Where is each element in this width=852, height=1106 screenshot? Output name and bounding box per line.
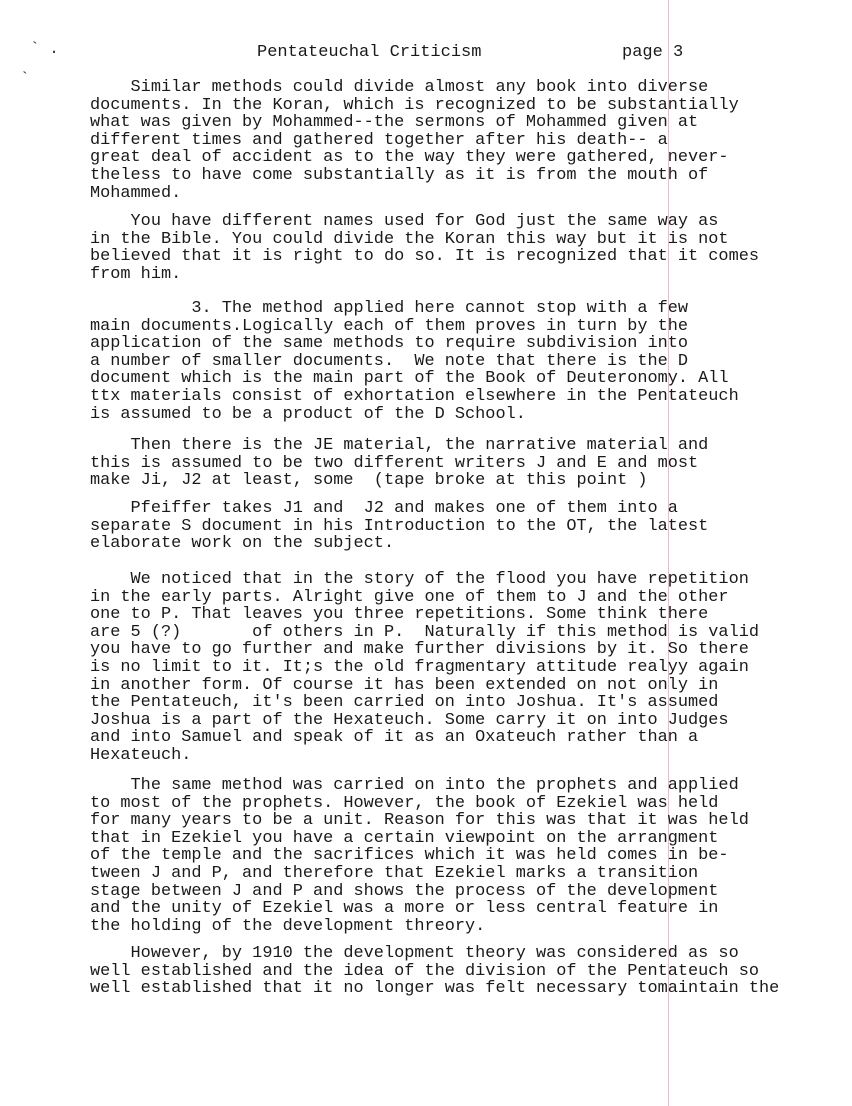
text-line: Hexateuch.	[90, 745, 192, 765]
text-line: You have different names used for God just the same way as	[90, 212, 719, 231]
text-line: that in Ezekiel you have a certain viewpoint on the arrangment	[90, 828, 719, 848]
text-line: you have to go further and make further divisions by it. So there	[90, 640, 749, 660]
text-line: this is assumed to be two different writers J and E and most	[90, 453, 699, 473]
text-line: Pfeiffer takes J1 and J2 and makes one of them into a	[90, 499, 678, 518]
text-line: in the early parts. Alright give one of them to J and the other	[90, 587, 729, 607]
text-line: 3. The method applied here cannot stop with a few	[90, 299, 689, 318]
text-line: documents. In the Koran, which is recognized to be substantially	[90, 95, 739, 115]
text-line: for many years to be a unit. Reason for this was that it was held	[90, 811, 749, 831]
paragraph	[90, 213, 759, 283]
text-line: elaborate work on the subject.	[90, 534, 395, 554]
text-line: theless to have come substantially as it is from the mouth of	[90, 165, 709, 185]
text-line: the Pentateuch, it's been carried on into Joshua. It's assumed	[90, 693, 719, 713]
text-line: a number of smaller documents. We note that there is the D	[90, 351, 689, 371]
paragraph	[90, 777, 749, 935]
text-line: is no limit to it. It;s the old fragmentary attitude realyy again	[90, 657, 749, 677]
text-line: believed that it is right to do so. It is recognized that it comes	[90, 247, 759, 267]
paragraph	[90, 300, 739, 423]
paragraph	[90, 437, 708, 490]
text-line: well established that it no longer was felt necessary tomaintain the	[90, 979, 780, 999]
text-line: and into Samuel and speak of it as an Oxateuch rather than a	[90, 728, 699, 748]
text-line: main documents.Logically each of them proves in turn by the	[90, 316, 689, 336]
text-line: make Ji, J2 at least, some (tape broke at this point )	[90, 471, 648, 491]
text-line: what was given by Mohammed--the sermons of Mohammed given at	[90, 113, 699, 133]
text-line: ttx materials consist of exhortation elsewhere in the Pentateuch	[90, 386, 739, 406]
text-line: is assumed to be a product of the D School.	[90, 404, 526, 424]
text-line: of the temple and the sacrifices which it was held comes in be-	[90, 846, 729, 866]
text-line: and the unity of Ezekiel was a more or less central feature in	[90, 899, 719, 919]
text-line: in another form. Of course it has been extended on not only in	[90, 675, 719, 695]
text-line: stage between J and P and shows the process of the development	[90, 881, 719, 901]
text-line: separate S document in his Introduction to the OT, the latest	[90, 516, 709, 536]
text-line: The same method was carried on into the prophets and applied	[90, 776, 739, 795]
text-line: the holding of the development threory.	[90, 916, 486, 936]
text-line: document which is the main part of the Book of Deuteronomy. All	[90, 369, 729, 389]
text-line: Then there is the JE material, the narrative material and	[90, 436, 709, 455]
text-line: We noticed that in the story of the flood you have repetition	[90, 570, 749, 589]
stray-mark: ` .	[30, 40, 59, 58]
text-line: Mohammed.	[90, 183, 182, 203]
text-line: from him.	[90, 264, 182, 284]
text-line: different times and gathered together after his death-- a	[90, 130, 668, 150]
text-line: great deal of accident as to the way they were gathered, never-	[90, 148, 729, 168]
paragraph	[90, 500, 708, 553]
document-title: Pentateuchal Criticism	[257, 43, 482, 62]
text-line: are 5 (?) of others in P. Naturally if this method is valid	[90, 622, 759, 642]
text-line: Similar methods could divide almost any book into diverse	[90, 78, 709, 97]
text-line: to most of the prophets. However, the book of Ezekiel was held	[90, 793, 719, 813]
paragraph	[90, 79, 739, 202]
text-line: Joshua is a part of the Hexateuch. Some carry it on into Judges	[90, 710, 729, 730]
page-number: page 3	[622, 43, 684, 62]
text-line: tween J and P, and therefore that Ezekiel marks a transition	[90, 863, 699, 883]
paragraph	[90, 571, 759, 765]
text-line: However, by 1910 the development theory was considered as so	[90, 944, 739, 963]
text-line: one to P. That leaves you three repetitions. Some think there	[90, 605, 709, 625]
stray-mark: `	[20, 70, 30, 88]
paragraph	[90, 945, 779, 998]
text-line: in the Bible. You could divide the Koran this way but it is not	[90, 229, 729, 249]
text-line: well established and the idea of the division of the Pentateuch so	[90, 961, 759, 981]
text-line: application of the same methods to require subdivision into	[90, 334, 689, 354]
